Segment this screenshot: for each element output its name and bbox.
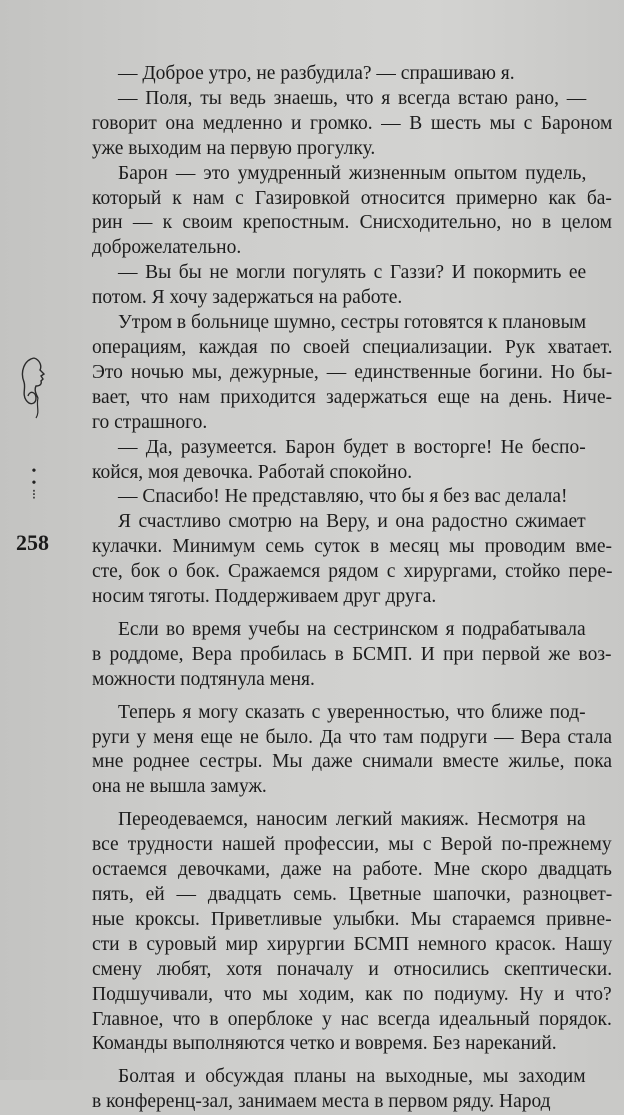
text-line: Команды выполняются четко и вовремя. Без нареканий.	[92, 1033, 557, 1055]
text-line: который к нам с Газировкой относится примерно как ба-	[92, 187, 612, 209]
paragraph-gap	[92, 693, 612, 701]
text-line: мне роднее сестры. Мы даже снимали вместе жилье, пока	[92, 751, 613, 773]
text-line: — Доброе утро, не разбудила? — спрашиваю я.	[118, 63, 515, 84]
text-line: уже выходим на первую прогулку.	[92, 137, 376, 159]
text-line: кулачки. Минимум семь суток в месяц мы проводим вме-	[92, 536, 612, 558]
text-line: го страшного.	[92, 411, 208, 433]
paragraph-gap	[92, 800, 612, 808]
text-line: вает, что нам приходится задержаться еще на день. Ниче-	[92, 386, 613, 408]
text-line: койся, моя девочка. Работай спокойно.	[92, 461, 413, 483]
face-profile-ornament-icon	[14, 350, 54, 420]
text-line: в конференц-зал, занимаем места в первом ряду. Народ	[92, 1091, 551, 1113]
paragraph-gap	[92, 610, 612, 618]
text-line: смену любят, хотя поначалу и относились скептически.	[92, 958, 613, 980]
text-line: Подшучивали, что мы ходим, как по подиуму. Ну и что?	[92, 983, 612, 1005]
text-line: ные кроксы. Приветливые улыбки. Мы стараемся привне-	[92, 908, 612, 930]
text-line: можности подтянула меня.	[92, 668, 315, 690]
page-number: 258	[16, 530, 49, 555]
text-line: — Спасибо! Не представляю, что бы я без вас делала!	[118, 486, 568, 508]
text-line: сти в суровый мир хирургии БСМП немного красок. Нашу	[92, 933, 613, 955]
body-text	[92, 62, 612, 1115]
text-line: доброжелательно.	[92, 237, 242, 259]
text-line: рин — к своим крепостным. Снисходительно, но в целом	[92, 212, 612, 234]
text-line: потом. Я хочу задержаться на работе.	[92, 287, 403, 309]
text-line: все трудности нашей профессии, мы с Верой по-прежнему	[92, 834, 612, 856]
text-line: сте, бок о бок. Сражаемся рядом с хирургами, стойко пере-	[92, 561, 613, 583]
paragraph-gap	[92, 1057, 612, 1065]
text-line: — Да, разумеется. Барон будет в восторге! Не беспо-	[118, 436, 586, 458]
text-line: — Поля, ты ведь знаешь, что я всегда встаю рано, —	[118, 87, 587, 109]
text-line: она не вышла замуж.	[92, 776, 267, 798]
text-line: остаемся девочками, даже на работе. Мне скоро двадцать	[92, 859, 612, 881]
text-line: Я счастливо смотрю на Веру, и она радостно сжимает	[118, 511, 586, 533]
text-line: носим тяготы. Поддерживаем друг друга.	[92, 586, 437, 608]
text-line: в роддоме, Вера пробилась в БСМП. И при первой же воз-	[92, 643, 612, 665]
text-line: говорит она медленно и громко. — В шесть мы с Бароном	[92, 112, 613, 134]
text-line: Главное, что в оперблоке у нас всегда идеальный порядок.	[92, 1008, 612, 1030]
text-line: Если во время учебы на сестринском я подрабатывала	[118, 618, 586, 640]
text-line: руги у меня еще не было. Да что там подруги — Вера стала	[92, 726, 613, 748]
text-line: — Вы бы не могли погулять с Газзи? И покормить ее	[118, 262, 587, 284]
text-line: Это ночью мы, дежурные, — единственные богини. Но бы-	[92, 361, 613, 383]
text-line: Переодеваемся, наносим легкий макияж. Несмотря на	[118, 809, 586, 831]
text-line: Барон — это умудренный жизненным опытом пудель,	[118, 162, 587, 184]
text-line: операциям, каждая по своей специализации. Рук хватает.	[92, 336, 613, 358]
text-line: Болтая и обсуждая планы на выходные, мы заходим	[118, 1066, 586, 1088]
text-line: Теперь я могу сказать с уверенностью, что ближе под-	[118, 701, 586, 723]
margin-dots-ornament: • • ⁝	[31, 464, 37, 503]
text-line: Утром в больнице шумно, сестры готовятся к плановым	[118, 312, 587, 334]
text-line: пять, ей — двадцать семь. Цветные шапочки, разноцвет-	[92, 884, 613, 905]
